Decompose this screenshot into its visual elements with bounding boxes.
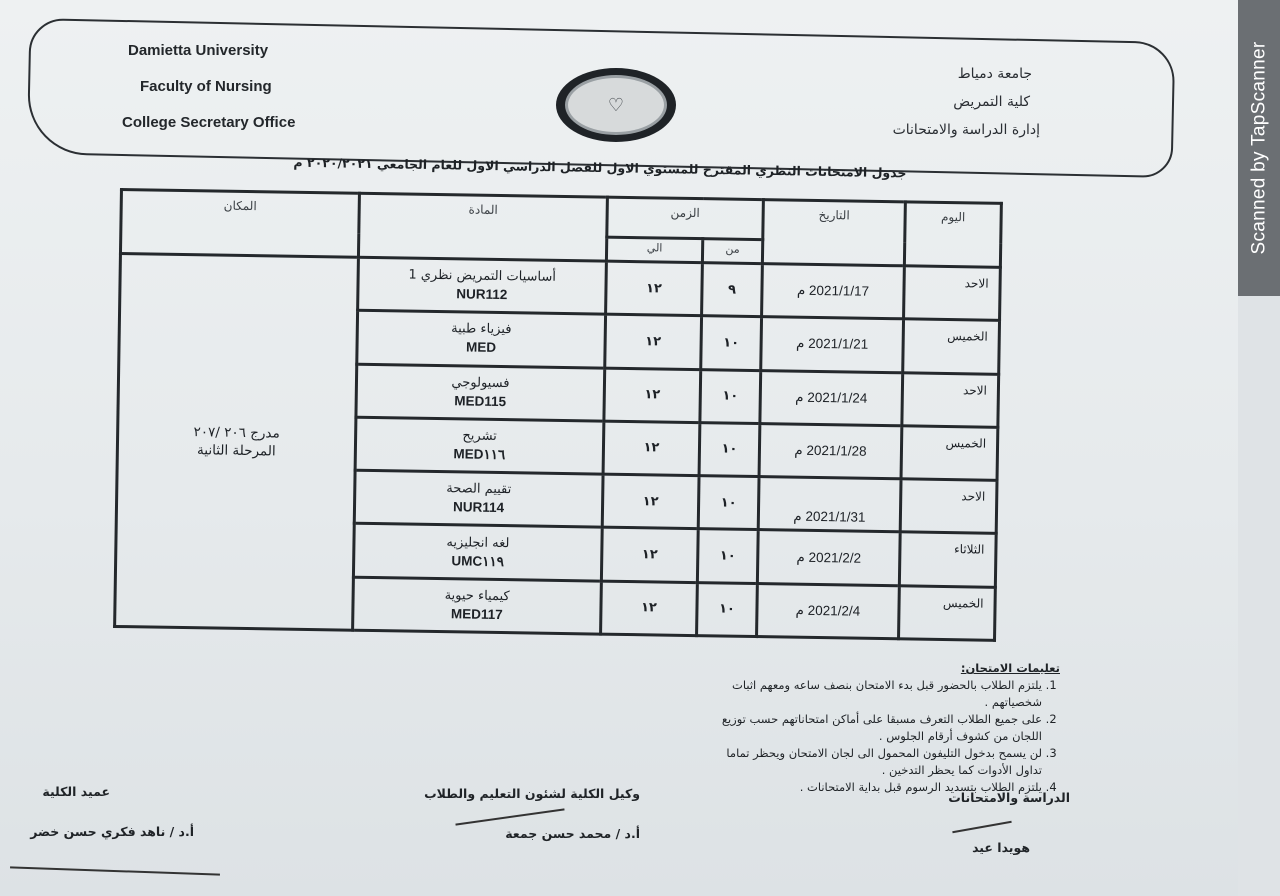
cell-time-from: ١٠ (699, 422, 760, 476)
dean-signature-line (10, 866, 220, 875)
cell-day: الخميس (903, 319, 1000, 374)
cell-date: 2021/1/31 م (758, 477, 901, 533)
cell-day: الاحد (902, 372, 999, 427)
cell-day: الاحد (900, 479, 997, 534)
cell-day: الخميس (899, 585, 996, 640)
cell-subject (357, 311, 606, 368)
scanner-watermark (1238, 0, 1280, 296)
header-place: المكان (120, 190, 359, 258)
cell-subject (353, 524, 602, 581)
subject-code: MED117 (450, 606, 503, 622)
cell-time-to: ١٢ (605, 314, 702, 369)
vice-dean-name: أ.د / محمد حسن جمعة (505, 826, 640, 841)
cell-time-to: ١٢ (606, 261, 703, 316)
place-hall: مدرج ٢٠٦ /٢٠٧ (193, 424, 280, 442)
dean-title: عميد الكلية (42, 784, 110, 799)
header-time-from: من (702, 239, 762, 264)
scanner-badge-text: Scanned by TapScanner (1248, 41, 1269, 255)
exams-office-title: الدراسة والامتحانات (948, 790, 1070, 805)
cell-time-from: ١٠ (697, 529, 758, 583)
cell-date: 2021/1/24 م (760, 370, 903, 426)
cell-time-from: ١٠ (700, 369, 761, 423)
faculty-name-en: Faculty of Nursing (140, 78, 272, 95)
subject-code: MED (465, 339, 497, 356)
heart-emblem-icon: ♡ (565, 75, 667, 135)
header-day: اليوم (904, 202, 1001, 268)
exams-office-signature (952, 821, 1011, 833)
instruction-item: 1. يلتزم الطلاب بالحضور قبل بدء الامتحان بنصف ساعه ومعهم اثبات شخصياتهم . (720, 677, 1042, 711)
cell-time-from: ١٠ (701, 316, 762, 370)
cell-time-to: ١٢ (603, 421, 700, 476)
header-time: الزمن (607, 197, 764, 239)
vice-dean-title: وكيل الكلية لشئون التعليم والطلاب (424, 786, 640, 801)
subject-name: تشريح (462, 428, 497, 444)
exam-schedule-table-wrapper (113, 188, 1000, 642)
cell-time-from: ١٠ (697, 582, 758, 636)
cell-time-to: ١٢ (601, 528, 698, 583)
office-name-en: College Secretary Office (122, 114, 296, 131)
faculty-logo (556, 68, 676, 142)
subject-code: MED115 (454, 392, 507, 409)
cell-subject (355, 417, 604, 474)
cell-day: الثلاثاء (899, 532, 996, 587)
cell-subject (358, 257, 607, 314)
subject-name: فيزياء طبية (451, 321, 512, 338)
cell-time-from: ١٠ (698, 476, 759, 530)
cell-place (115, 254, 359, 631)
cell-day: الاحد (904, 266, 1001, 321)
cell-day: الخميس (901, 426, 998, 481)
schedule-title: جدول الامتحانات النظري المقترح للمستوي الاول للفصل الدراسي الاول للعام الجامعي ٢٠٢٠/٢٠٢١ م (293, 154, 907, 181)
instruction-item: 2. على جميع الطلاب التعرف مسبقا على أماكن امتحاناتهم حسب توزيع اللجان من كشوف أرقام الجلوس . (720, 711, 1042, 745)
instructions-title: تعليمات الامتحان: (960, 661, 1060, 675)
dean-name: أ.د / ناهد فكري حسن خضر (30, 824, 194, 839)
instruction-item: 4. يلتزم الطلاب بتسديد الرسوم قبل بداية الامتحانات . (720, 779, 1042, 796)
subject-name: كيمياء حيوية (444, 587, 510, 605)
university-name-en: Damietta University (128, 42, 269, 59)
subject-name: أساسيات التمريض نظري 1 (408, 267, 557, 285)
subject-code: MED١١٦ (453, 446, 506, 463)
cell-subject (356, 364, 605, 421)
instruction-item: 3. لن يسمح بدخول التليفون المحمول الى لجان الامتحان ويحظر تماما تداول الأدوات كما يحظر التدخين . (720, 745, 1042, 779)
cell-date: 2021/2/2 م (757, 530, 900, 586)
cell-date: 2021/1/17 م (762, 264, 905, 320)
cell-subject (353, 577, 602, 634)
subject-code: NUR114 (452, 499, 505, 516)
cell-date: 2021/1/21 م (761, 317, 904, 373)
exams-office-name: هويدا عيد (972, 840, 1030, 855)
header-time-to: الي (606, 237, 702, 263)
cell-time-to: ١٢ (602, 474, 699, 529)
header-date: التاريخ (762, 200, 905, 266)
cell-subject (354, 470, 603, 527)
subject-code: NUR112 (456, 286, 508, 303)
cell-time-to: ١٢ (601, 581, 698, 636)
cell-time-to: ١٢ (604, 368, 701, 423)
department-name-ar: إدارة الدراسة والامتحانات (892, 122, 1040, 138)
subject-name: لغه انجليزيه (446, 534, 510, 551)
subject-name: فسيولوجي (451, 374, 510, 391)
cell-date: 2021/1/28 م (759, 423, 902, 479)
cell-date: 2021/2/4 م (757, 583, 900, 639)
faculty-name-ar: كلية التمريض (953, 94, 1030, 110)
header-subject: المادة (358, 193, 607, 261)
cell-time-from: ٩ (702, 263, 763, 317)
university-name-ar: جامعة دمياط (957, 66, 1032, 82)
exam-instructions (720, 660, 1060, 796)
subject-code: UMC١١٩ (451, 552, 505, 569)
exam-schedule-table (113, 188, 1003, 642)
subject-name: تقييم الصحة (446, 481, 512, 498)
place-stage: المرحلة الثانية (196, 442, 276, 460)
vice-dean-signature (455, 808, 564, 825)
